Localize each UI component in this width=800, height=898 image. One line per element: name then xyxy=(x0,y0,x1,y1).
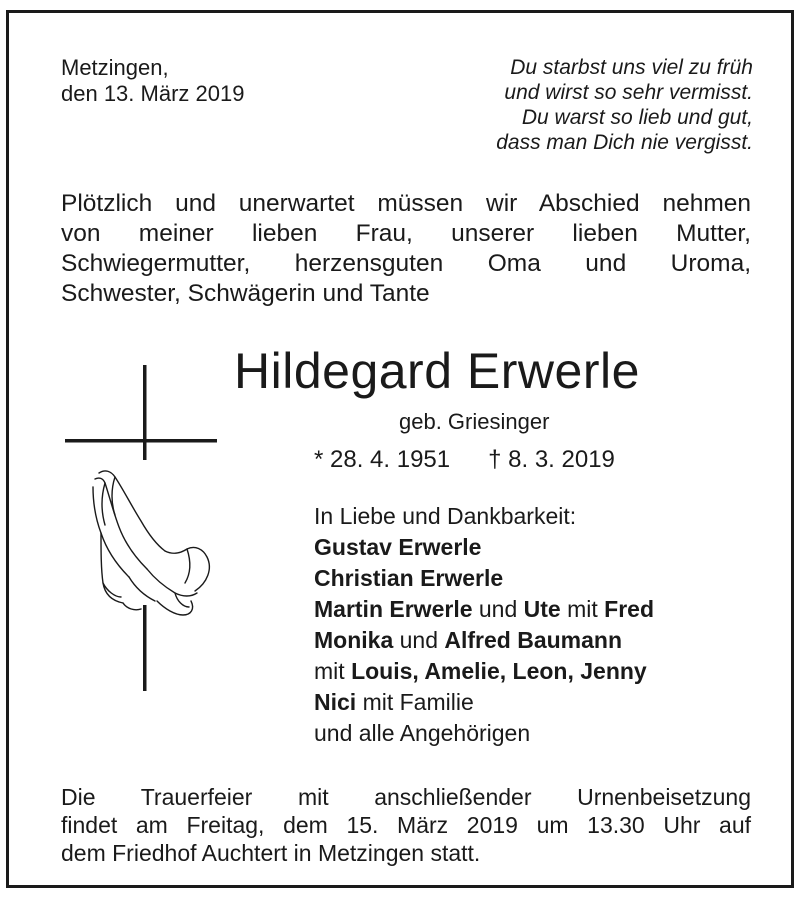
maiden-name: geb. Griesinger xyxy=(399,409,550,434)
cross-with-hands xyxy=(65,365,235,695)
funeral-line: dem Friedhof Auchtert in Metzingen statt. xyxy=(61,840,481,866)
intro-line: von meiner lieben Frau, unserer lieben Mutter, xyxy=(61,220,751,247)
mourner-name: Fred xyxy=(604,596,655,622)
obituary-frame xyxy=(6,10,794,888)
verse-line: dass man Dich nie vergisst. xyxy=(496,131,753,154)
funeral-notice xyxy=(61,783,751,867)
life-dates xyxy=(314,445,615,475)
connector-text: und xyxy=(393,627,445,653)
praying-hands-icon xyxy=(93,471,209,615)
date-line: den 13. März 2019 xyxy=(61,81,245,106)
place-date xyxy=(61,55,244,107)
funeral-line: findet am Freitag, dem 15. März 2019 um 13.30 Uhr auf xyxy=(61,812,751,838)
connector-text: und xyxy=(472,596,524,622)
birth-date: * 28. 4. 1951 xyxy=(314,446,451,473)
mourner-line xyxy=(314,687,654,718)
mourner-line xyxy=(314,656,654,687)
deceased-name: Hildegard Erwerle xyxy=(234,343,640,399)
intro-line: Schwester, Schwägerin und Tante xyxy=(61,280,430,307)
memorial-verse xyxy=(496,55,753,155)
mourner-line xyxy=(314,625,654,656)
mourner-line xyxy=(314,594,654,625)
connector-text: mit xyxy=(314,658,352,684)
mourner-line: und alle Angehörigen xyxy=(314,720,531,746)
mourner-name: Louis, Amelie, Leon, Jenny xyxy=(351,658,647,684)
mourner-name: Ute xyxy=(523,596,561,622)
cross-icon xyxy=(65,365,217,691)
connector-text: mit Familie xyxy=(356,689,474,715)
funeral-line: Die Trauerfeier mit anschließender Urnenbeisetzung xyxy=(61,784,751,810)
intro-text xyxy=(61,189,751,309)
verse-line: und wirst so sehr vermisst. xyxy=(504,81,753,104)
verse-line: Du warst so lieb und gut, xyxy=(521,106,753,129)
mourner-name: Martin Erwerle xyxy=(314,596,473,622)
mourner-line: Christian Erwerle xyxy=(314,565,504,591)
mourner-name: Alfred Baumann xyxy=(444,627,623,653)
place-line: Metzingen, xyxy=(61,55,169,80)
mourner-line: Gustav Erwerle xyxy=(314,534,482,560)
mourners-heading: In Liebe und Dankbarkeit: xyxy=(314,503,577,529)
intro-line: Plötzlich und unerwartet müssen wir Abschied nehmen xyxy=(61,190,751,217)
verse-line: Du starbst uns viel zu früh xyxy=(510,56,753,79)
mourner-name: Monika xyxy=(314,627,394,653)
mourner-name: Nici xyxy=(314,689,357,715)
intro-line: Schwiegermutter, herzensguten Oma und Uroma, xyxy=(61,250,751,277)
death-date: † 8. 3. 2019 xyxy=(488,446,615,473)
mourners-list xyxy=(314,501,654,749)
connector-text: mit xyxy=(560,596,605,622)
